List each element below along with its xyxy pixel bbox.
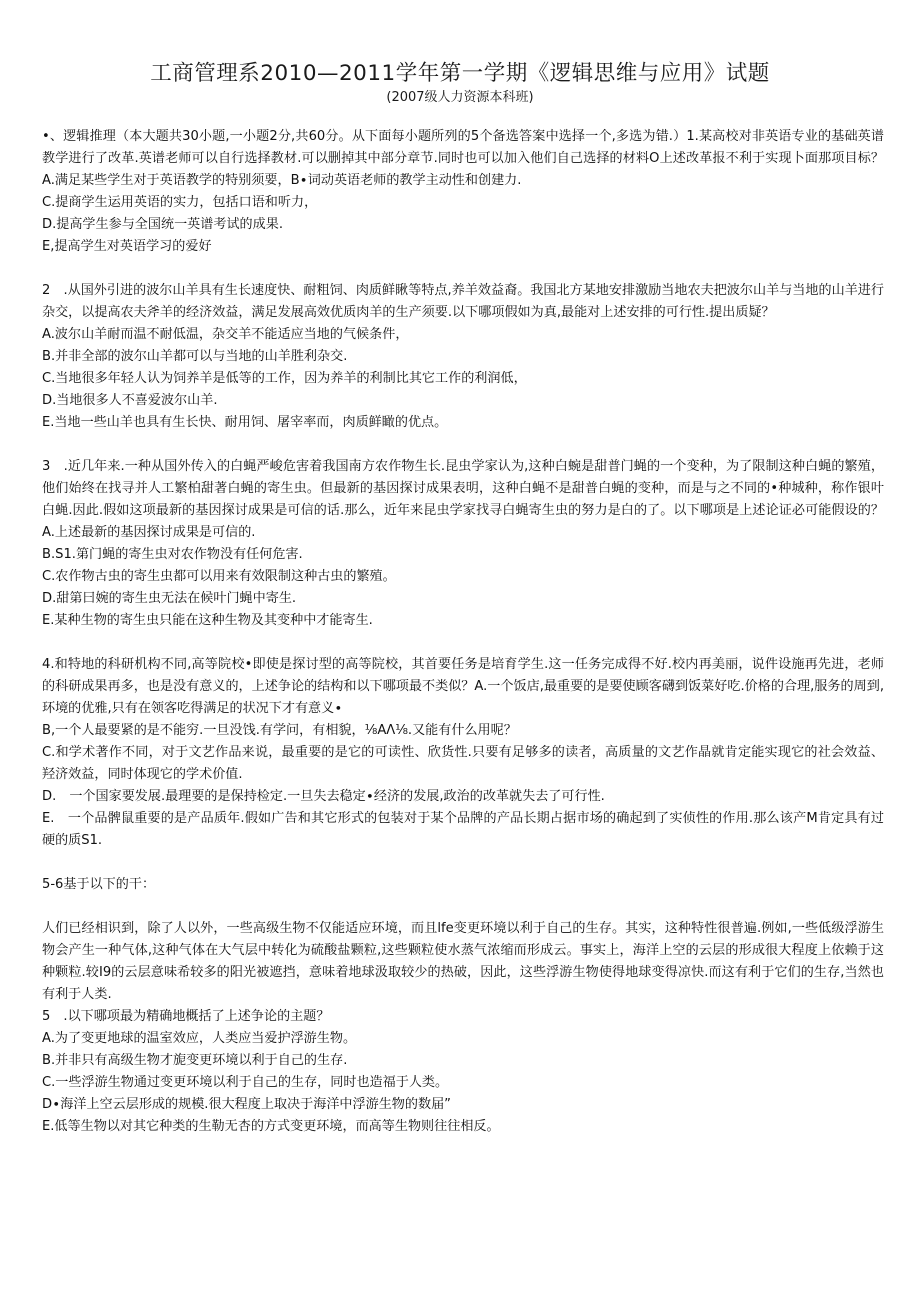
question-5-option-b: B.并非只有高级生物才旎变更环境以利于自己的生存.: [42, 1053, 348, 1068]
spacer: [42, 632, 884, 654]
exam-body: [42, 126, 884, 1138]
question-5-option-a: A.为了变更地球的温室效应，人类应当爱护浮游生物。: [42, 1031, 357, 1046]
question-4-option-d: D. 一个国家要发展.最理要的是保持检定.一旦失去稳定∙经济的发展,政治的改革就失去了可行性.: [42, 789, 605, 804]
spacer: [42, 852, 884, 874]
spacer: [42, 258, 884, 280]
question-5-option-d: D∙海洋上空云层形成的规模.很大程度上取决于海洋中浮游生物的数届”: [42, 1097, 451, 1112]
page-title: 工商管理系2010—2011学年第一学期《逻辑思维与应用》试题: [150, 61, 770, 86]
question-4: [42, 654, 884, 852]
question-5-option-e: E.低等生物以对其它种类的生勒无杏的方式变更环境，而高等生物则往往相反。: [42, 1119, 500, 1134]
page-subtitle: (2007级人力资源本科班): [386, 90, 534, 105]
question-1-option-d: D.提高学生参与全国统一英谱考试的成果.: [42, 217, 283, 232]
question-3-option-c: C.农作物古虫的寄生虫都可以用来有效限制这种古虫的繁殖。: [42, 569, 396, 584]
question-1: [42, 126, 884, 258]
question-5-stem: 5 .以下哪项最为精确地概括了上述争论的主题？: [42, 1009, 330, 1024]
question-2-option-c: C.当地很多年轻人认为饲养羊是低等的工作，因为养羊的利制比其它工作的利润低，: [42, 371, 527, 386]
spacer: [42, 896, 884, 918]
question-3-option-e: E.某种生物的寄生虫只能在这种生物及其变种中才能寄生.: [42, 613, 373, 628]
question-2-option-a: A.波尔山羊耐而温不耐低温，杂交羊不能适应当地的气候条件，: [42, 327, 409, 342]
question-2-option-b: B.并非全部的波尔山羊都可以与当地的山羊胜利杂交.: [42, 349, 348, 364]
question-2: [42, 280, 884, 434]
question-5-6-heading: 5-6基于以下的干：: [42, 877, 156, 892]
question-1-option-c: C.提商学生运用英语的实力，包括口语和听力，: [42, 195, 318, 210]
question-1-stem: •、逻辑推理（本大题共30小题,一小题2分,共60分。从下面每小题所列的5个备选答案中选择一个,多选为错.）1.某高校对非英语专业的基础英谱教学进行了改革.英谱老师可以自行选择教材.可以删掉其中部分章节.同时也可以加入他们自己选择的材料O上述改革报不利于实现卜面那项目标？A.满足某些学生对于英语教学的特别须要，B∙词动英语老师的教学主动性和创建力.: [42, 129, 884, 188]
question-4-stem: 4.和特地的科研机构不同,高等院校•即使是探讨型的高等院校，其首要任务是培育学生.这一任务完成得不好.校内再美丽，说件设施再先进，老师的科研成果再多，也是没有意义的，上述争论的结构和以下哪项最不类似？A.一个饭店,最重要的是要使顾客礴到饭菜好吃.价格的合理,服务的周到,环境的优雅,只有在领客吃得满足的状况下才有意义∙: [42, 657, 884, 716]
question-3-option-b: B.S1.第门蝇的寄生虫对农作物没有任何危害.: [42, 547, 303, 562]
question-4-option-e: E. 一个品髀鼠重要的是产品质年.假如广告和其它形式的包装对于某个品牌的产品长期占据市场的确起到了实侦性的作用.那么该产M肯定具有过硬的质S1.: [42, 811, 884, 848]
question-5-6-passage: 人们已经相识到，除了人以外，一些高级生物不仅能适应环境，而且lfe变更环境以利于自己的生存。其实，这种特性很普遍.例如,一些低级浮游生物会产生一种气体,这种气体在大气层中转化为硫酸盐颗粒,这些颗粒使水蒸气浓缩而形成云。事实上，海洋上空的云层的形成很大程度上依赖于这种颗粒.较I9的云层意味希较多的阳光被遮挡，意味着地球汲取较少的热破，因此，这些浮游生物使得地球变得凉快.而这有利于它们的生存,当然也有利于人类.: [42, 921, 884, 1002]
question-4-option-b: B,一个人最要紧的是不能穷.一旦没饯.有学问，有相貌，⅛AΛ⅛.又能有什么用呢？: [42, 723, 517, 738]
question-2-stem: 2 .从国外引进的波尔山羊具有生长速度快、耐粗饲、肉质鲜瞅等特点,养羊效益裔。我国北方某地安排激励当地农夫把波尔山羊与当地的山羊进行杂交，以提高农夫斧羊的经济效益，满足发展高效优质肉羊的生产须要.以下哪项假如为真,最能对上述安排的可行性.提出质疑？: [42, 283, 884, 320]
spacer: [42, 434, 884, 456]
question-5: [42, 1006, 884, 1138]
question-2-option-e: E.当地一些山羊也具有生长快、耐用饲、屠宰率而，肉质鲜瞰的优点。: [42, 415, 448, 430]
question-3-option-d: D.甜第曰婉的寄生虫无法在候叶门蝇中寄生.: [42, 591, 297, 606]
question-1-option-e: E,提高学生对英语学习的爱好: [42, 239, 212, 254]
question-5-option-c: C.一些浮游生物通过变更环境以利于自己的生存，同时也造福于人类。: [42, 1075, 449, 1090]
question-4-option-c: C.和学术著作不同，对于文艺作品来说，最重要的是它的可读性、欣货性.只要有足够多的读者，高质量的文艺作晶就肯定能实现它的社会效益、羟济效益，同时体现它的学术价值.: [42, 745, 884, 782]
question-3-stem: 3 .近几年来.一种从国外传入的白蝇严峻危害着我国南方农作物生长.昆虫学家认为,这种白蜿是甜普门蝇的一个变种，为了限制这种白蝇的繁殖，他们始终在找寻并人工繁柏甜著白蝇的寄生虫。但最新的基因探讨成果表明，这种白蝇不是甜普白蝇的变种，而是与之不同的•种城种，称作银叶白蝇.因此.假如这项最新的基因探讨成果是可信的话.那么，近年来昆虫学家找寻白蝇寄生虫的努力是白的了。以下哪项是上述论证必可能假设的？A.上述最新的基因探讨成果是可信的.: [42, 459, 884, 540]
question-2-option-d: D.当地很多人不喜爱波尔山羊.: [42, 393, 218, 408]
question-3: [42, 456, 884, 632]
